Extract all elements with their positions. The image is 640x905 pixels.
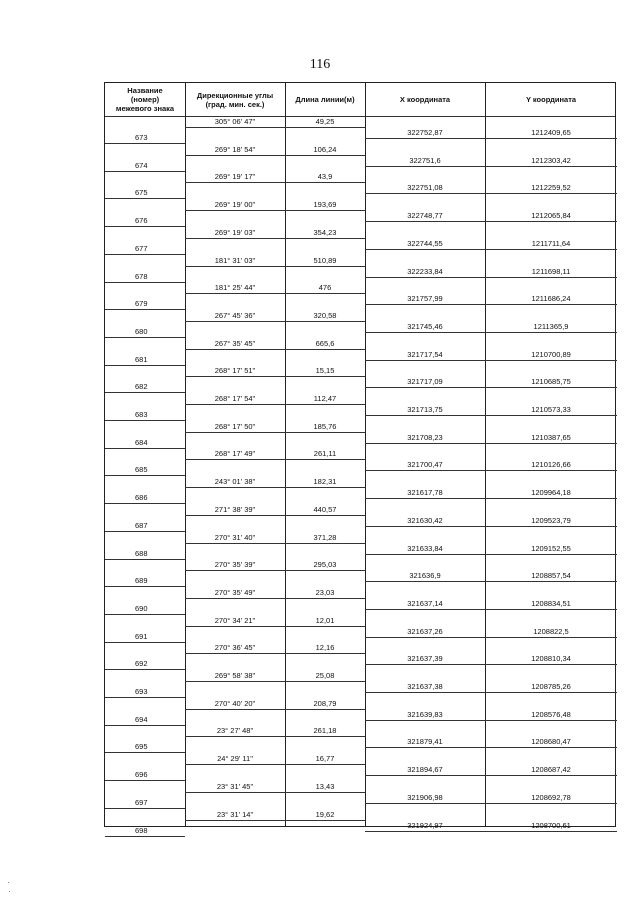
segment-length: 320,58 bbox=[313, 310, 337, 320]
segment-length: 261,11 bbox=[313, 449, 337, 459]
point-name: 695 bbox=[135, 742, 148, 752]
point-rule bbox=[105, 475, 185, 476]
point-rule bbox=[105, 392, 185, 393]
coordinate-rule bbox=[365, 692, 617, 693]
point-x: 321717,09 bbox=[407, 377, 443, 387]
point-x: 321617,78 bbox=[407, 488, 443, 498]
segment-length: 476 bbox=[318, 283, 332, 293]
point-x: 321637,38 bbox=[407, 682, 443, 691]
segment-length: 49,25 bbox=[315, 117, 335, 126]
point-y: 1208576,48 bbox=[531, 709, 571, 719]
segment-angle: 269° 58' 38" bbox=[214, 671, 256, 680]
segment-length: 19,62 bbox=[315, 809, 335, 819]
segment-angle: 268° 17' 49" bbox=[214, 449, 256, 459]
point-x: 322748,77 bbox=[407, 211, 443, 221]
coordinate-rule bbox=[365, 277, 617, 278]
segment-angle: 23° 31' 14" bbox=[216, 809, 254, 819]
point-name: 691 bbox=[135, 631, 148, 641]
segment-angle: 305° 06' 47" bbox=[214, 117, 256, 126]
segment-rule bbox=[185, 210, 365, 211]
point-y: 1212303,42 bbox=[531, 155, 571, 165]
segment-angle: 270° 36' 45" bbox=[214, 643, 256, 653]
segment-rule bbox=[185, 293, 365, 294]
coordinate-rule bbox=[365, 637, 617, 638]
point-y: 1211711,64 bbox=[531, 238, 571, 248]
coordinate-rule bbox=[365, 554, 617, 555]
segment-angle: 181° 25' 44" bbox=[214, 283, 256, 293]
segment-angle: 181° 31' 03" bbox=[214, 255, 256, 265]
segment-rule bbox=[185, 459, 365, 460]
coordinate-rule bbox=[365, 720, 617, 721]
segment-angle: 268° 17' 51" bbox=[214, 366, 256, 376]
segment-length: 25,08 bbox=[315, 671, 335, 680]
coordinate-rule bbox=[365, 664, 617, 665]
segment-rule bbox=[185, 653, 365, 654]
point-rule bbox=[105, 171, 185, 172]
segment-rule bbox=[185, 820, 365, 821]
point-x: 321639,83 bbox=[407, 709, 443, 719]
point-y: 1212409,65 bbox=[531, 128, 571, 137]
point-x: 321906,98 bbox=[407, 792, 443, 802]
point-rule bbox=[105, 337, 185, 338]
point-y: 1210685,75 bbox=[531, 377, 571, 387]
point-x: 322751,6 bbox=[409, 155, 441, 165]
point-y: 1210573,33 bbox=[531, 405, 571, 414]
segment-length: 510,89 bbox=[313, 255, 337, 265]
segment-rule bbox=[185, 266, 365, 267]
point-y: 1208692,78 bbox=[531, 792, 571, 802]
segment-rule bbox=[185, 404, 365, 405]
segment-length: 182,31 bbox=[313, 477, 337, 487]
segment-rule bbox=[185, 764, 365, 765]
segment-length: 12,16 bbox=[315, 643, 335, 653]
point-x: 322233,84 bbox=[407, 266, 443, 276]
point-name: 690 bbox=[135, 603, 148, 613]
segment-angle: 268° 17' 50" bbox=[214, 421, 256, 431]
point-x: 322751,08 bbox=[407, 183, 443, 193]
point-name: 677 bbox=[135, 243, 148, 253]
point-name: 684 bbox=[135, 437, 148, 447]
point-x: 321637,39 bbox=[407, 654, 443, 664]
segment-angle: 270° 35' 49" bbox=[214, 587, 256, 597]
segment-angle: 243° 01' 38" bbox=[214, 477, 256, 487]
coordinate-rule bbox=[365, 249, 617, 250]
segment-angle: 24° 29' 11" bbox=[217, 754, 253, 764]
scan-speck bbox=[8, 882, 9, 883]
coordinate-rule bbox=[365, 498, 617, 499]
table-header bbox=[105, 83, 615, 116]
segment-rule bbox=[185, 792, 365, 793]
segment-rule bbox=[185, 543, 365, 544]
coordinate-rule bbox=[365, 304, 617, 305]
segment-angle: 269° 19' 00" bbox=[214, 200, 256, 210]
point-rule bbox=[105, 254, 185, 255]
point-x: 321637,14 bbox=[407, 598, 443, 608]
point-name: 680 bbox=[135, 326, 148, 336]
point-rule bbox=[105, 226, 185, 227]
segment-angle: 267° 35' 45" bbox=[214, 338, 256, 348]
point-x: 321717,54 bbox=[407, 349, 443, 359]
segment-length: 12,01 bbox=[315, 615, 335, 625]
point-y: 1209523,79 bbox=[531, 515, 571, 525]
segment-rule bbox=[185, 349, 365, 350]
segment-length: 354,23 bbox=[313, 227, 337, 237]
segment-length: 440,57 bbox=[313, 504, 337, 514]
segment-rule bbox=[185, 626, 365, 627]
scan-speck bbox=[9, 891, 10, 892]
point-name: 686 bbox=[135, 493, 148, 503]
segment-length: 112,47 bbox=[313, 394, 337, 403]
segment-angle: 270° 34' 21" bbox=[214, 615, 256, 625]
point-y: 1210700,89 bbox=[531, 349, 571, 359]
point-x: 321713,75 bbox=[407, 405, 443, 414]
segment-rule bbox=[185, 155, 365, 156]
point-y: 1209964,18 bbox=[531, 488, 571, 498]
coordinate-rule bbox=[365, 443, 617, 444]
segment-length: 208,79 bbox=[313, 698, 337, 708]
segment-length: 13,43 bbox=[315, 781, 335, 791]
point-y: 1208700,61 bbox=[531, 820, 571, 830]
point-y: 1208785,26 bbox=[531, 682, 571, 691]
coordinate-rule bbox=[365, 138, 617, 139]
point-rule bbox=[105, 559, 185, 560]
point-y: 1212259,52 bbox=[531, 183, 571, 193]
point-rule bbox=[105, 614, 185, 615]
coordinate-rule bbox=[365, 747, 617, 748]
point-name: 698 bbox=[135, 825, 148, 835]
segment-length: 193,69 bbox=[313, 200, 337, 210]
coordinate-rule bbox=[365, 166, 617, 167]
point-name: 687 bbox=[135, 520, 148, 530]
point-y: 1208857,54 bbox=[531, 571, 571, 581]
segment-angle: 23° 31' 45" bbox=[216, 781, 254, 791]
point-rule bbox=[105, 669, 185, 670]
segment-rule bbox=[185, 182, 365, 183]
segment-rule bbox=[185, 736, 365, 737]
point-y: 1212065,84 bbox=[531, 211, 571, 221]
point-rule bbox=[105, 697, 185, 698]
point-x: 321630,42 bbox=[407, 515, 443, 525]
point-name: 685 bbox=[135, 465, 148, 475]
segment-rule bbox=[185, 681, 365, 682]
point-y: 1208810,34 bbox=[531, 654, 571, 664]
segment-angle: 271° 38' 39" bbox=[214, 504, 256, 514]
point-rule bbox=[105, 752, 185, 753]
point-rule bbox=[105, 448, 185, 449]
point-y: 1208680,47 bbox=[531, 737, 571, 747]
segment-angle: 267° 45' 36" bbox=[214, 310, 256, 320]
point-name: 683 bbox=[135, 410, 148, 419]
point-x: 321633,84 bbox=[407, 543, 443, 553]
coordinate-rule bbox=[365, 193, 617, 194]
point-rule bbox=[105, 365, 185, 366]
point-y: 1208687,42 bbox=[531, 765, 571, 775]
point-y: 1211698,11 bbox=[531, 266, 571, 276]
point-name: 694 bbox=[135, 714, 148, 724]
coordinate-rule bbox=[365, 831, 617, 832]
coordinate-rule bbox=[365, 803, 617, 804]
point-name: 676 bbox=[135, 216, 148, 226]
segment-angle: 269° 18' 54" bbox=[214, 144, 256, 154]
point-rule bbox=[105, 503, 185, 504]
coordinate-rule bbox=[365, 470, 617, 471]
point-name: 673 bbox=[135, 133, 148, 142]
point-x: 321757,99 bbox=[407, 294, 443, 304]
point-rule bbox=[105, 531, 185, 532]
point-rule bbox=[105, 309, 185, 310]
point-x: 322752,87 bbox=[407, 128, 443, 137]
point-x: 321637,26 bbox=[407, 626, 443, 636]
segment-angle: 269° 19' 03" bbox=[214, 227, 256, 237]
point-name: 682 bbox=[135, 382, 148, 392]
coordinate-rule bbox=[365, 332, 617, 333]
segment-angle: 23° 27' 48" bbox=[216, 726, 254, 736]
point-x: 321708,23 bbox=[407, 432, 443, 442]
header-length: Длина линии(м) bbox=[295, 95, 355, 104]
point-name: 697 bbox=[135, 797, 148, 807]
segment-rule bbox=[185, 709, 365, 710]
segment-rule bbox=[185, 238, 365, 239]
coordinate-rule bbox=[365, 775, 617, 776]
coordinate-rule bbox=[365, 526, 617, 527]
segment-angle: 270° 40' 20" bbox=[214, 698, 256, 708]
point-x: 322744,55 bbox=[407, 238, 443, 248]
point-y: 1211686,24 bbox=[531, 294, 571, 304]
point-rule bbox=[105, 143, 185, 144]
coordinates-table bbox=[104, 82, 616, 835]
point-rule bbox=[105, 836, 185, 837]
point-x: 321745,46 bbox=[407, 321, 443, 331]
header-name: Название (номер) межевого знака bbox=[115, 86, 175, 113]
point-name: 693 bbox=[135, 687, 148, 696]
segment-length: 261,18 bbox=[313, 726, 337, 736]
point-rule bbox=[105, 808, 185, 809]
point-y: 1210126,66 bbox=[531, 460, 571, 470]
segment-rule bbox=[185, 127, 365, 128]
point-name: 675 bbox=[135, 188, 148, 198]
point-name: 696 bbox=[135, 770, 148, 780]
point-rule bbox=[105, 282, 185, 283]
point-y: 1208834,51 bbox=[531, 598, 571, 608]
segment-length: 185,76 bbox=[313, 421, 337, 431]
segment-length: 23,03 bbox=[315, 587, 335, 597]
point-name: 674 bbox=[135, 160, 148, 170]
segment-length: 665,6 bbox=[315, 338, 335, 348]
point-rule bbox=[105, 725, 185, 726]
point-name: 681 bbox=[135, 354, 148, 364]
coordinate-rule bbox=[365, 581, 617, 582]
point-x: 321924,97 bbox=[407, 820, 443, 830]
point-name: 689 bbox=[135, 576, 148, 586]
point-rule bbox=[105, 198, 185, 199]
point-rule bbox=[105, 780, 185, 781]
point-y: 1208822,5 bbox=[533, 626, 569, 636]
coordinate-rule bbox=[365, 360, 617, 361]
segment-length: 371,28 bbox=[313, 532, 337, 542]
point-name: 688 bbox=[135, 548, 148, 558]
segment-rule bbox=[185, 321, 365, 322]
point-y: 1210387,65 bbox=[531, 432, 571, 442]
header-angle: Дирекционные углы (град. мин. сек.) bbox=[196, 90, 274, 109]
segment-length: 106,24 bbox=[313, 144, 337, 154]
segment-angle: 270° 31' 40" bbox=[214, 532, 256, 542]
point-x: 321894,67 bbox=[407, 765, 443, 775]
segment-angle: 268° 17' 54" bbox=[214, 394, 256, 403]
segment-length: 16,77 bbox=[315, 754, 335, 764]
header-x: X координата bbox=[399, 95, 451, 104]
point-name: 679 bbox=[135, 299, 148, 309]
segment-angle: 269° 19' 17" bbox=[214, 172, 256, 182]
point-rule bbox=[105, 586, 185, 587]
point-name: 692 bbox=[135, 659, 148, 669]
point-x: 321879,41 bbox=[407, 737, 443, 747]
point-x: 321700,47 bbox=[407, 460, 443, 470]
coordinate-rule bbox=[365, 415, 617, 416]
point-rule bbox=[105, 420, 185, 421]
segment-length: 295,03 bbox=[313, 560, 337, 570]
point-y: 1211365,9 bbox=[533, 321, 569, 331]
segment-rule bbox=[185, 432, 365, 433]
segment-rule bbox=[185, 487, 365, 488]
segment-rule bbox=[185, 570, 365, 571]
coordinate-rule bbox=[365, 221, 617, 222]
point-x: 321636,9 bbox=[409, 571, 441, 581]
header-y: Y координата bbox=[525, 95, 577, 104]
point-y: 1209152,55 bbox=[531, 543, 571, 553]
point-name: 678 bbox=[135, 271, 148, 281]
segment-rule bbox=[185, 376, 365, 377]
coordinate-rule bbox=[365, 387, 617, 388]
segment-rule bbox=[185, 515, 365, 516]
segment-rule bbox=[185, 598, 365, 599]
segment-length: 43,9 bbox=[317, 172, 333, 182]
point-rule bbox=[105, 642, 185, 643]
page-number: 116 bbox=[309, 57, 331, 72]
segment-angle: 270° 35' 39" bbox=[214, 560, 256, 570]
segment-length: 15,15 bbox=[315, 366, 335, 376]
coordinate-rule bbox=[365, 609, 617, 610]
